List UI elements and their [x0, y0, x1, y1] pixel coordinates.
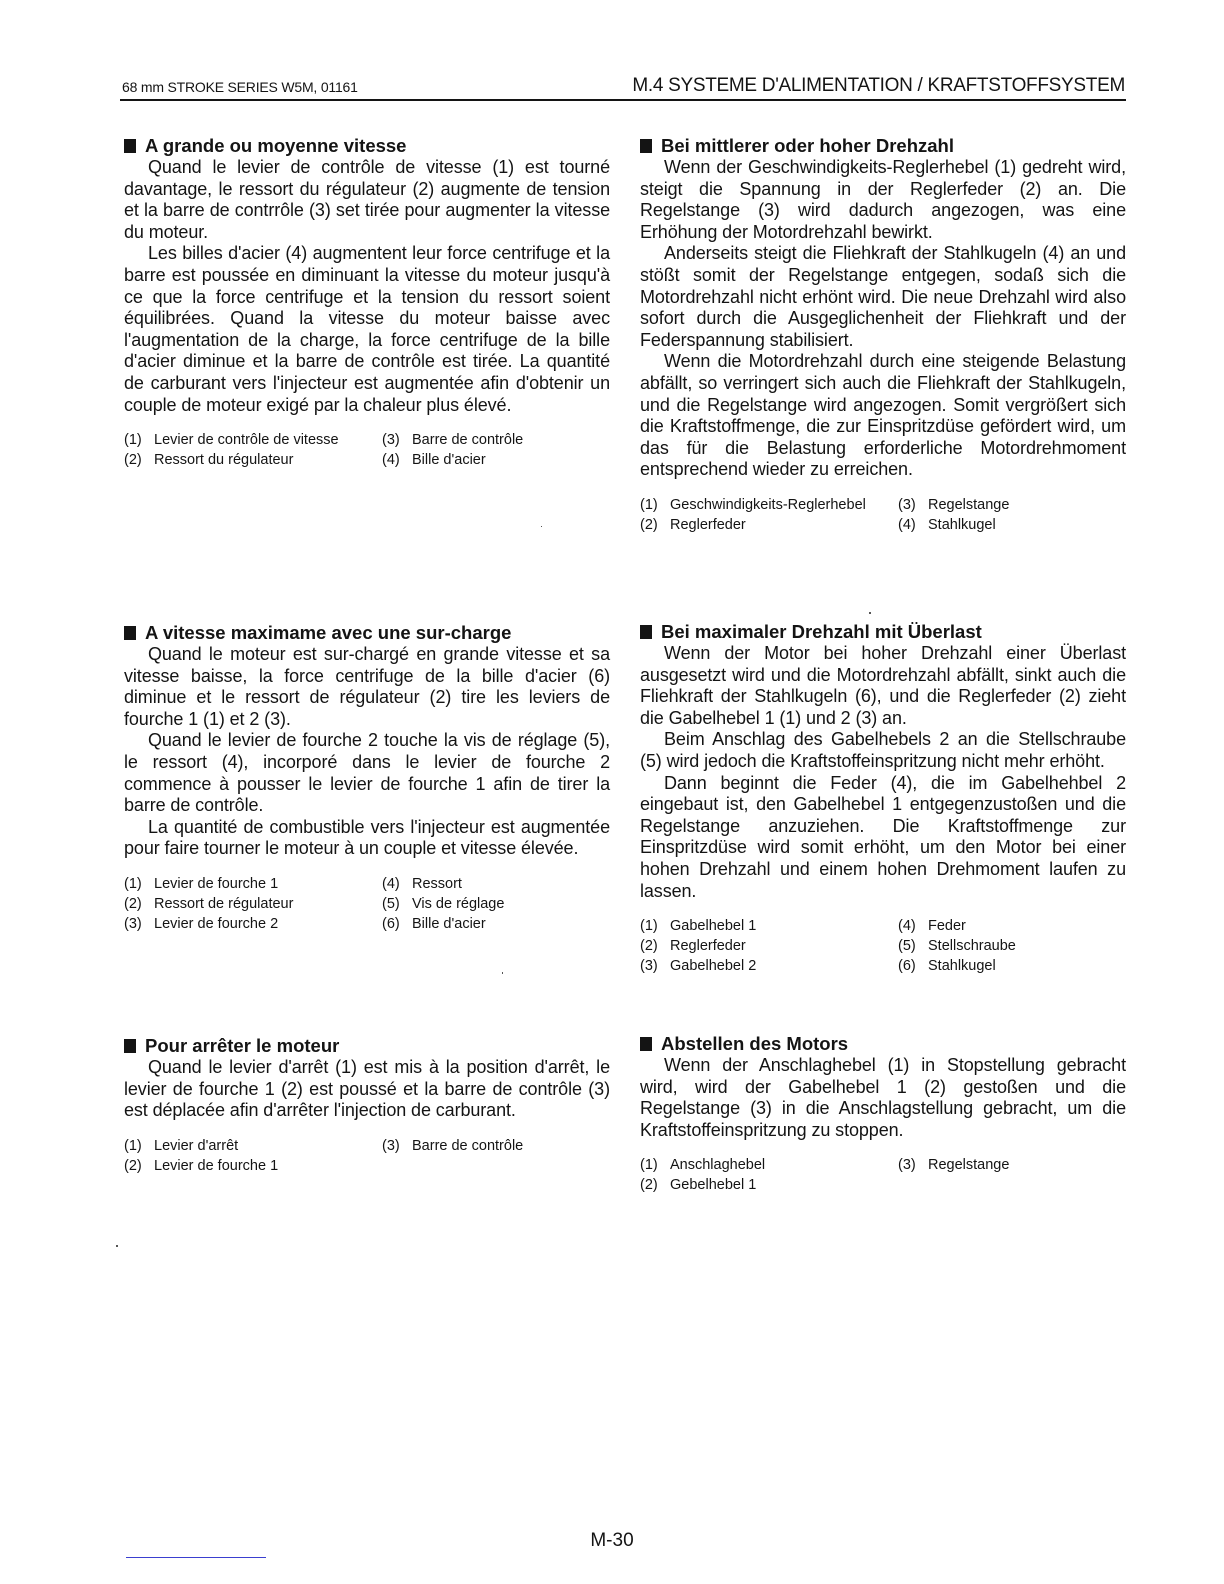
part-legend: [124, 874, 610, 934]
paragraph: Wenn der Geschwindigkeits-Reglerhebel (1) gedreht wird, steigt die Spannung in der Reglerfeder (2) an. Die Regelstange (3) wird dadurch angezogen, was eine Erhöhung der Motordrehzahl bewirkt.: [640, 157, 1126, 242]
legend-item: (3) Regelstange: [898, 496, 1010, 513]
paragraph: Les billes d'acier (4) augmentent leur force centrifuge et la barre est poussée en diminuant la vitesse du moteur jusqu'à ce que la force centrifuge et la tension du ressort soient équilibrées. Quand la vitesse du moteur baisse avec l'augmentation de la charge, la force centrifuge de la bille d'acier diminue et la barre de contrôle est tirée. La quantité de carburant vers l'injecteur est augmentée afin d'obtenir un couple de moteur exigé par la chaleur plus élevé.: [124, 243, 610, 415]
legend-item: (4) Ressort: [382, 875, 462, 892]
de-section-max-speed-overload: [640, 621, 1126, 976]
bullet-square-icon: [640, 625, 652, 639]
heading-text: A grande ou moyenne vitesse: [145, 135, 407, 156]
de-section-stop-engine: [640, 1033, 1126, 1195]
de-section-medium-high-speed: [640, 135, 1126, 535]
bullet-square-icon: [124, 1039, 136, 1053]
legend-item: (3) Levier de fourche 2: [124, 915, 279, 932]
heading-text: A vitesse maximame avec une sur-charge: [145, 622, 512, 643]
legend-item: (1) Levier de contrôle de vitesse: [124, 432, 339, 449]
legend-item: (2) Gebelhebel 1: [640, 1177, 757, 1194]
legend-item: (2) Ressort du régulateur: [124, 452, 294, 469]
page-number: M-30: [590, 1530, 634, 1551]
paragraph: La quantité de combustible vers l'injecteur est augmentée pour faire tourner le moteur à un couple et vitesse élevée.: [124, 816, 610, 859]
section-heading: [640, 135, 1126, 157]
scan-speck: [116, 1245, 118, 1247]
part-legend: [640, 1155, 1126, 1195]
bullet-square-icon: [124, 139, 136, 153]
legend-item: (2) Reglerfeder: [640, 516, 746, 533]
section-heading: [640, 1033, 1126, 1055]
legend-item: (2) Ressort de régulateur: [124, 895, 294, 912]
heading-text: Abstellen des Motors: [661, 1033, 849, 1054]
scan-speck: [502, 972, 503, 974]
paragraph: Beim Anschlag des Gabelhebels 2 an die Stellschraube (5) wird jedoch die Kraftstoffeinspritzung nicht mehr erhöht.: [640, 729, 1126, 771]
fr-section-stop-engine: [124, 1035, 610, 1176]
part-legend: [640, 916, 1126, 976]
paragraph: Dann beginnt die Feder (4), die im Gabelhehbel 2 eingebaut ist, den Gabelhebel 1 entgegenzustoßen und die Regelstange anzuziehen. Die Kraftstoffmenge zur Einspritzdüse wird somit erhöht, um den Motor bei einer hohen Drehzahl und einem hohen Drehmoment laufen zu lassen.: [640, 772, 1126, 901]
paragraph: Quand le moteur est sur-chargé en grande vitesse et sa vitesse baisse, la force centrifuge de la bille d'acier (6) diminue et le ressort de régulateur (2) tire les leviers de fourche 1 (1) et 2 (3).: [124, 644, 610, 729]
part-legend: [124, 1136, 610, 1176]
legend-item: (1) Levier de fourche 1: [124, 875, 279, 892]
heading-text: Bei maximaler Drehzahl mit Überlast: [661, 621, 982, 642]
part-legend: [124, 430, 610, 470]
legend-item: (2) Levier de fourche 1: [124, 1157, 279, 1174]
section-heading: [124, 622, 610, 644]
legend-item: (6) Stahlkugel: [898, 958, 996, 975]
paragraph: Wenn die Motordrehzahl durch eine steigende Belastung abfällt, so verringert sich auch die Fliehkraft der Stahlkugeln, und die Regelstange wird angezogen. Somit vergrößert sich die Kraftstoffmenge, die zur Einspritzdüse gefördert wird, um das für die Belastung erforderliche Motordrehmoment entsprechend wieder zu erreichen.: [640, 351, 1126, 480]
legend-item: (3) Regelstange: [898, 1157, 1010, 1174]
fr-section-medium-high-speed: [124, 135, 610, 470]
header-section-title: M.4 SYSTEME D'ALIMENTATION / KRAFTSTOFFSYSTEM: [632, 75, 1125, 96]
part-legend: [640, 495, 1126, 535]
section-heading: [124, 135, 610, 157]
legend-item: (1) Anschlaghebel: [640, 1157, 766, 1174]
legend-item: (3) Gabelhebel 2: [640, 958, 757, 975]
paragraph: Wenn der Anschlaghebel (1) in Stopstellung gebracht wird, wird der Gabelhebel 1 (2) gestoßen und die Regelstange (3) in die Anschlagstellung gebracht, um die Kraftstoffeinspritzung zu stoppen.: [640, 1055, 1126, 1140]
header-divider: [120, 99, 1126, 101]
legend-item: (1) Geschwindigkeits-Reglerhebel: [640, 496, 866, 513]
paragraph: Quand le levier de fourche 2 touche la vis de réglage (5), le ressort (4), incorporé dans le levier de fourche 2 commence à pousser le levier de fourche 1 afin de tirer la barre de contrôle.: [124, 730, 610, 816]
heading-text: Pour arrêter le moteur: [145, 1035, 340, 1056]
legend-item: (3) Barre de contrôle: [382, 1137, 524, 1154]
legend-item: (5) Stellschraube: [898, 938, 1016, 955]
scan-speck: [541, 526, 542, 527]
legend-item: (1) Gabelhebel 1: [640, 918, 757, 935]
footer-link-line: [126, 1557, 266, 1558]
legend-item: (6) Bille d'acier: [382, 915, 486, 932]
legend-item: (2) Reglerfeder: [640, 938, 746, 955]
legend-item: (5) Vis de réglage: [382, 895, 505, 912]
paragraph: Wenn der Motor bei hoher Drehzahl einer Überlast ausgesetzt wird und die Motordrehzahl abfällt, sinkt auch die Fliehkraft der Stahlkugeln (6), und die Reglerfeder (2) zieht die Gabelhebel 1 (1) und 2 (3) an.: [640, 643, 1126, 728]
header-series: 68 mm STROKE SERIES W5M, 01161: [122, 79, 358, 95]
bullet-square-icon: [640, 1037, 652, 1051]
fr-section-max-speed-overload: [124, 622, 610, 934]
paragraph: Quand le levier d'arrêt (1) est mis à la position d'arrêt, le levier de fourche 1 (2) est poussé et la barre de contrôle (3) est déplacée afin d'arrêter l'injection de carburant.: [124, 1057, 610, 1121]
paragraph: Quand le levier de contrôle de vitesse (1) est tourné davantage, le ressort du régulateur (2) augmente de tension et la barre de contrrôle (3) set tirée pour augmenter la vitesse du moteur.: [124, 157, 610, 242]
legend-item: (4) Bille d'acier: [382, 452, 486, 469]
paragraph: Anderseits steigt die Fliehkraft der Stahlkugeln (4) an und stößt somit der Regelstange entgegen, sodaß sich die Motordrehzahl nicht erhönt wird. Die neue Drehzahl wird also sofort durch die Ausgeglichenheit der Fliehkraft und der Federspannung stabilisiert.: [640, 243, 1126, 350]
bullet-square-icon: [640, 139, 652, 153]
legend-item: (1) Levier d'arrêt: [124, 1137, 239, 1154]
bullet-square-icon: [124, 626, 136, 640]
legend-item: (4) Feder: [898, 918, 966, 935]
heading-text: Bei mittlerer oder hoher Drehzahl: [661, 135, 954, 156]
scan-speck: [869, 612, 871, 614]
legend-item: (4) Stahlkugel: [898, 516, 996, 533]
section-heading: [124, 1035, 610, 1057]
legend-item: (3) Barre de contrôle: [382, 432, 524, 449]
section-heading: [640, 621, 1126, 643]
